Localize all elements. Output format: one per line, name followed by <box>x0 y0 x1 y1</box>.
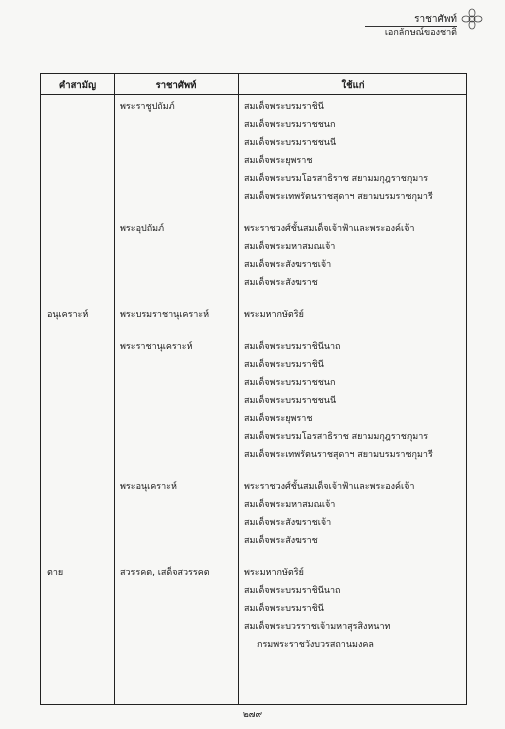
used-for-item: สมเด็จพระสังฆราช <box>244 536 318 546</box>
used-for-item: สมเด็จพระมหาสมณเจ้า <box>244 500 336 510</box>
header-subtitle: เอกลักษณ์ของชาติ <box>384 28 457 38</box>
used-for-item: สมเด็จพระบรมโอรสาธิราช สยามมกุฎราชกุมาร <box>244 432 429 442</box>
used-for-item: สมเด็จพระบรมราชินี <box>244 360 324 370</box>
used-for-item: สมเด็จพระเทพรัตนราชสุดาฯ สยามบรมราชกุมารี <box>244 450 433 460</box>
used-for-item: สมเด็จพระบรมโอรสาธิราช สยามมกุฎราชกุมาร <box>244 174 429 184</box>
royal-word-cell: พระราชูปถัมภ์ <box>120 102 175 112</box>
royal-word-cell: สวรรคต, เสด็จสวรรคต <box>120 568 210 578</box>
used-for-item: สมเด็จพระบรมราชชนนี <box>244 138 337 148</box>
ratchaphruek-flower-logo <box>461 8 483 30</box>
used-for-item: สมเด็จพระเทพรัตนราชสุดาฯ สยามบรมราชกุมารี <box>244 192 433 202</box>
used-for-item: สมเด็จพระบรมราชินี <box>244 604 324 614</box>
used-for-item: สมเด็จพระยุพราช <box>244 414 313 424</box>
used-for-item: พระราชวงศ์ชั้นสมเด็จเจ้าฟ้าและพระองค์เจ้า <box>244 482 415 492</box>
used-for-item: พระมหากษัตริย์ <box>244 568 304 578</box>
used-for-item: สมเด็จพระบวรราชเจ้ามหาสุรสิงหนาท <box>244 622 391 632</box>
page-number: ๒๗๙ <box>242 710 263 720</box>
header-common-word: คำสามัญ <box>58 80 97 91</box>
royal-word-cell: พระอนุเคราะห์ <box>120 482 177 492</box>
table-header-row <box>41 74 466 95</box>
used-for-item: กรมพระราชวังบวรสถานมงคล <box>257 640 374 650</box>
common-word-cell: อนุเคราะห์ <box>47 310 89 320</box>
used-for-item: สมเด็จพระสังฆราช <box>244 278 318 288</box>
header-royal-word: ราชาศัพท์ <box>155 80 197 91</box>
used-for-item: สมเด็จพระบรมราชินีนาถ <box>244 342 341 352</box>
used-for-item: สมเด็จพระมหาสมณเจ้า <box>244 242 336 252</box>
used-for-item: สมเด็จพระสังฆราชเจ้า <box>244 518 332 528</box>
used-for-item: พระราชวงศ์ชั้นสมเด็จเจ้าฟ้าและพระองค์เจ้า <box>244 224 415 234</box>
common-word-cell: ตาย <box>47 568 64 578</box>
used-for-item: สมเด็จพระสังฆราชเจ้า <box>244 260 332 270</box>
used-for-item: สมเด็จพระบรมราชชนก <box>244 120 336 130</box>
used-for-item: สมเด็จพระบรมราชินี <box>244 102 324 112</box>
column-divider <box>238 74 239 704</box>
header-text <box>365 14 457 39</box>
used-for-item: สมเด็จพระบรมราชชนนี <box>244 396 337 406</box>
header-used-for: ใช้แก่ <box>341 80 365 91</box>
royal-word-cell: พระอุปถัมภ์ <box>120 224 165 234</box>
used-for-item: พระมหากษัตริย์ <box>244 310 304 320</box>
header-title: ราชาศัพท์ <box>414 14 457 25</box>
page-header <box>365 8 483 39</box>
used-for-item: สมเด็จพระยุพราช <box>244 156 313 166</box>
royal-word-cell: พระราชานุเคราะห์ <box>120 342 193 352</box>
royal-word-cell: พระบรมราชานุเคราะห์ <box>120 310 210 320</box>
used-for-item: สมเด็จพระบรมราชินีนาถ <box>244 586 341 596</box>
column-divider <box>114 74 115 704</box>
royal-vocabulary-table <box>40 73 467 705</box>
used-for-item: สมเด็จพระบรมราชชนก <box>244 378 336 388</box>
